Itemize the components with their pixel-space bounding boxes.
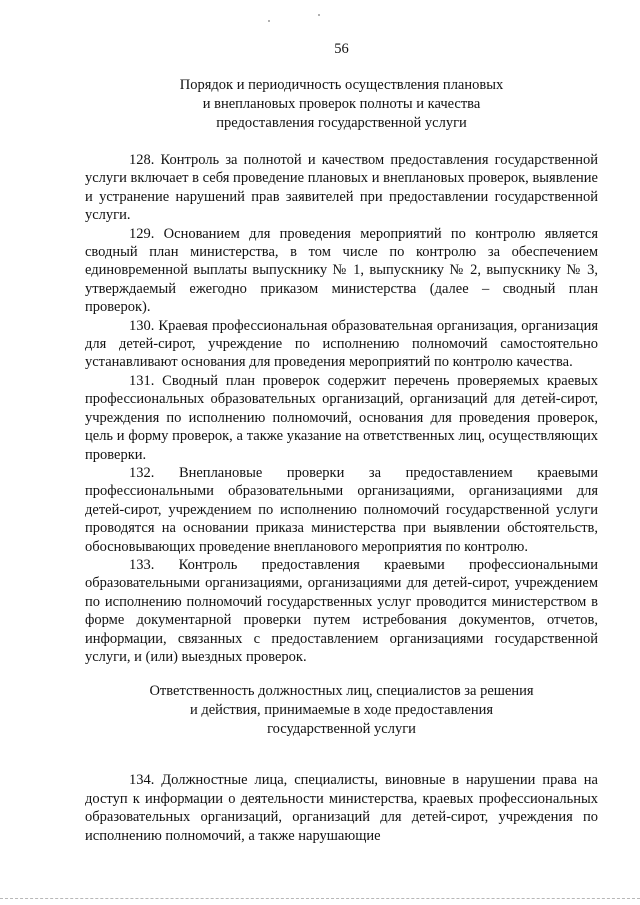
scan-edge-line (0, 898, 640, 899)
scan-speck (268, 20, 270, 22)
section-heading-responsibility (85, 682, 598, 739)
page-number: 56 (334, 41, 349, 57)
heading-line: Ответственность должностных лиц, специалистов за решения (149, 683, 534, 700)
paragraph-128: 128. Контроль за полнотой и качеством предоставления государственной услуги включает в себя проведение плановых и внеплановых проверок, выявление и устранение нарушений прав заявителей при предоставлении государственной услуги. (85, 152, 598, 224)
heading-line: государственной услуги (267, 721, 416, 738)
section-gap (85, 757, 598, 771)
paragraph-129: 129. Основанием для проведения мероприятий по контролю является сводный план министерства, в том числе по контролю за обеспечением единовременной выплаты выпускнику № 1, выпускнику № 2, выпускнику № 3, утверждаемый ежегодно приказом министерства (далее – сводный план проверок). (85, 225, 598, 316)
heading-line: предоставления государственной услуги (216, 115, 467, 131)
section-gap (85, 666, 598, 682)
paragraph-133: 133. Контроль предоставления краевыми профессиональными образовательными организациями, организациями для детей-сирот, учреждением по исполнению полномочий государственных услуг проводится министерством в форме документарной проверки путем истребования документов, отчетов, информации, связанных с предоставлением организациями государственной услуги, и (или) выездных проверок. (85, 556, 598, 665)
section-heading-inspections (85, 76, 598, 133)
heading-line: Порядок и периодичность осуществления плановых (179, 77, 504, 93)
heading-line: и внеплановых проверок полноты и качества (202, 96, 481, 112)
scan-speck (318, 14, 320, 16)
paragraph-131: 131. Сводный план проверок содержит перечень проверяемых краевых профессиональных образовательных организаций, организаций для детей-сирот, учреждения по исполнению полномочий, основания для проведения проверок, цель и форму проверок, а также указание на ответственных лиц, осуществляющих проверки. (85, 372, 598, 463)
heading-line: и действия, принимаемые в ходе предоставления (189, 702, 494, 719)
paragraph-130: 130. Краевая профессиональная образовательная организация, организация для детей-сирот, учреждение по исполнению полномочий самостоятельно устанавливают основания для проведения мероприятий по контролю качества. (85, 317, 598, 371)
paragraph-132: 132. Внеплановые проверки за предоставлением краевыми профессиональными образовательными организациями, организациями для детей-сирот, учреждением по исполнению полномочий государственной услуги проводятся на основании приказа министерства при выявлении обстоятельств, обосновывающих проведение внепланового мероприятия по контролю. (85, 464, 598, 555)
paragraph-134: 134. Должностные лица, специалисты, виновные в нарушении права на доступ к информации о деятельности министерства, краевых профессиональных образовательных организаций, организаций для детей-сирот, учреждения по исполнению полномочий, а также нарушающие (85, 772, 598, 844)
section-body-responsibility (85, 771, 598, 845)
section-body-inspections (85, 151, 598, 666)
